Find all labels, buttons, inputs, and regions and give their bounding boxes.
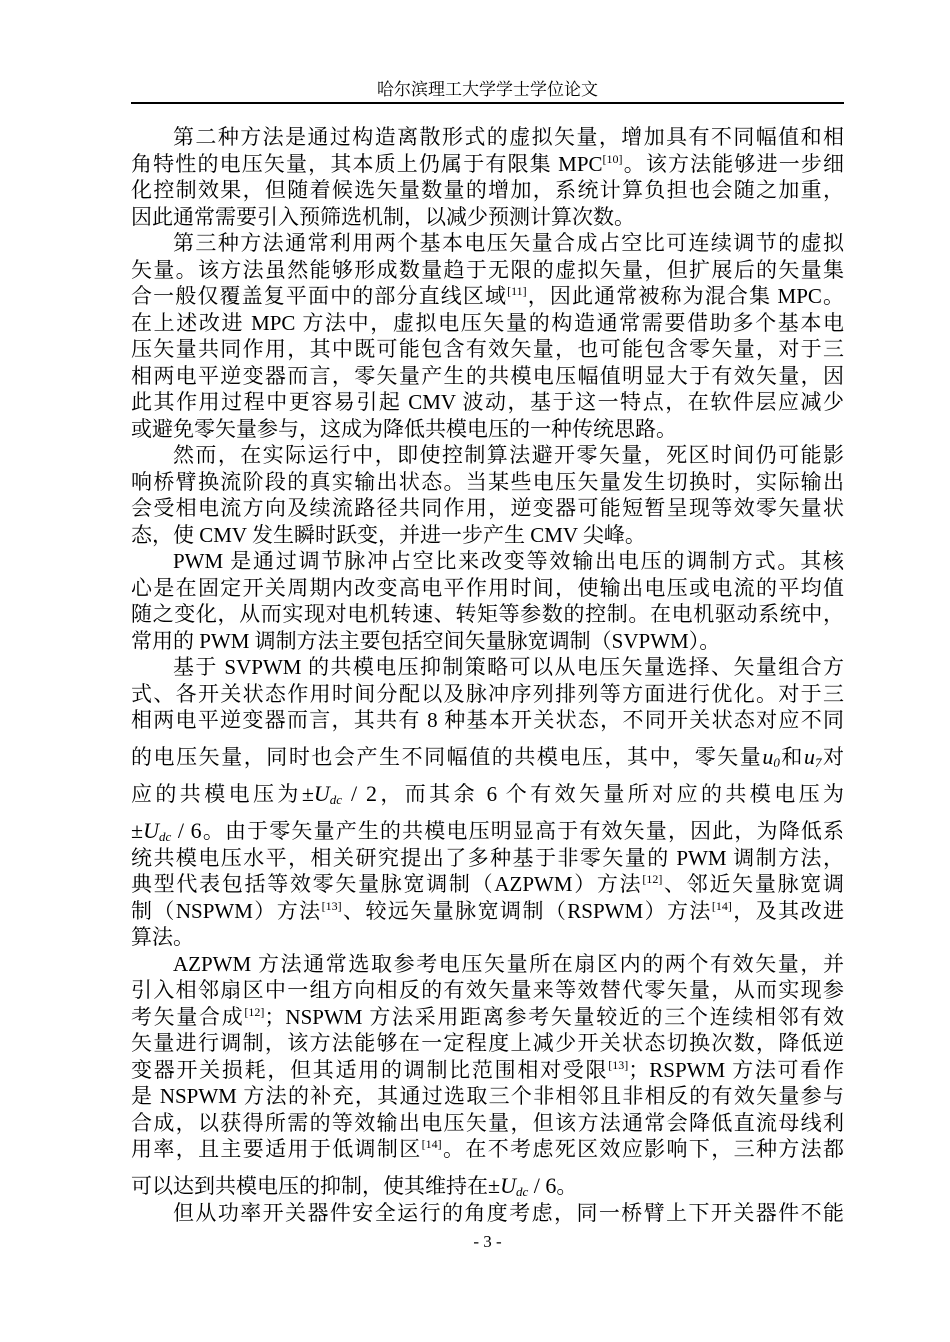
header-rule [131, 102, 844, 104]
text-line: 是 NSPWM 方法的补充，其通过选取三个非相邻且非相反的有效矢量参与 [131, 1084, 844, 1108]
formula-u7: $u_7$ [803, 743, 822, 770]
text-line: 态，使 CMV 发生瞬时跃变，并进一步产生 CMV 尖峰。 [131, 522, 646, 547]
text-line: 会受相电流方向及续流路径共同作用，逆变器可能短暂呈现等效零矢量状 [131, 496, 844, 520]
citation: [14] [711, 898, 732, 913]
citation: [10] [602, 151, 623, 166]
text-line: 制（NSPWM）方法[13]、较远矢量脉宽调制（RSPWM）方法[14]，及其改进 [131, 898, 845, 923]
text-line: 第三种方法通常利用两个基本电压矢量合成占空比可连续调节的虚拟 [173, 231, 844, 255]
citation: [12] [642, 872, 663, 886]
citation: [13] [321, 898, 342, 913]
paragraph-4 [131, 548, 844, 654]
paragraph-6 [131, 951, 844, 1200]
text-line: 或避免零矢量参与，这成为降低共模电压的一种传统思路。 [131, 416, 677, 441]
formula-cmv-active: $\pm U_{dc} / 6$ [131, 817, 202, 844]
text-line: 然而，在实际运行中，即使控制算法避开零矢量，死区时间仍可能影 [173, 443, 844, 467]
text-line: 合一般仅覆盖复平面中的部分直线区域[11]，因此通常被称为混合集 MPC。 [131, 284, 844, 308]
running-header: 哈尔滨理工大学学士学位论文 [377, 80, 598, 99]
text-line: 考矢量合成[12]；NSPWM 方法采用距离参考矢量较近的三个连续相邻有效 [131, 1004, 845, 1029]
text-line: 典型代表包括等效零矢量脉宽调制（AZPWM）方法[12]、邻近矢量脉宽调 [131, 872, 844, 896]
text-line: 引入相邻扇区中一组方向相反的有效矢量来等效替代零矢量，从而实现参 [131, 978, 844, 1002]
paragraph-5 [131, 654, 844, 951]
text-line: 应的共模电压为$\pm U_{dc} / 2$，而其余 6 个有效矢量所对应的共模电压为 [131, 780, 845, 807]
text-line: $\pm U_{dc} / 6$。由于零矢量产生的共模电压明显高于有效矢量，因此，为降低系 [131, 817, 844, 844]
text-line: 用率，且主要适用于低调制区[14]。在不考虑死区效应影响下，三种方法都 [131, 1137, 845, 1161]
text-line: 化控制效果，但随着候选矢量数量的增加，系统计算负担也会随之加重， [131, 178, 844, 202]
text-line: 的电压矢量，同时也会产生不同幅值的共模电压，其中，零矢量$u_0$和$u_7$对 [131, 743, 845, 770]
text-line: 可以达到共模电压的抑制，使其维持在$\pm U_{dc} / 6$。 [131, 1172, 578, 1199]
text-line: 随之变化，从而实现对电机转速、转矩等参数的控制。在电机驱动系统中， [131, 602, 844, 626]
paragraph-7 [131, 1200, 844, 1227]
text-line: 但从功率开关器件安全运行的角度考虑，同一桥臂上下开关器件不能 [173, 1200, 844, 1225]
text-line: 统共模电压水平，相关研究提出了多种基于非零矢量的 PWM 调制方法， [131, 845, 844, 870]
text-line: 变器开关损耗，但其适用的调制比范围相对受限[13]；RSPWM 方法可看作 [131, 1057, 845, 1082]
text-line: 压矢量共同作用，其中既可能包含有效矢量，也可能包含零矢量，对于三 [131, 337, 844, 361]
page-number: - 3 - [473, 1232, 502, 1251]
text-line: 常用的 PWM 调制方法主要包括空间矢量脉宽调制（SVPWM）。 [131, 628, 721, 653]
text-line: 算法。 [131, 925, 194, 949]
text-line: AZPWM 方法通常选取参考电压矢量所在扇区内的两个有效矢量，并 [173, 951, 844, 976]
citation: [11] [507, 284, 527, 298]
text-line: 式、各开关状态作用时间分配以及脉冲序列排列等方面进行优化。对于三 [131, 681, 844, 706]
citation: [13] [608, 1057, 629, 1072]
text-line: 相两电平逆变器而言，其共有 8 种基本开关状态，不同开关状态对应不同 [131, 708, 844, 732]
text-line: 矢量进行调制，该方法能够在一定程度上减少开关状态切换次数，降低逆 [131, 1031, 844, 1055]
citation: [14] [421, 1137, 442, 1151]
paragraph-1 [131, 124, 844, 230]
text-line: 合成，以获得所需的等效输出电压矢量，但该方法通常会降低直流母线利 [131, 1110, 844, 1135]
text-line: 矢量。该方法虽然能够形成数量趋于无限的虚拟矢量，但扩展后的矢量集 [131, 257, 844, 282]
text-line: 心是在固定开关周期内改变高电平作用时间，使输出电压或电流的平均值 [131, 575, 844, 600]
formula-u0: $u_0$ [762, 743, 780, 770]
text-line: 此其作用过程中更容易引起 CMV 波动，基于这一特点，在软件层应减少 [131, 390, 844, 414]
text-line: 相两电平逆变器而言，零矢量产生的共模电压幅值明显大于有效矢量，因 [131, 363, 844, 388]
text-line: PWM 是通过调节脉冲占空比来改变等效输出电压的调制方式。其核 [173, 549, 844, 573]
text-line: 基于 SVPWM 的共模电压抑制策略可以从电压矢量选择、矢量组合方 [173, 655, 844, 679]
formula-cmv-active: $\pm U_{dc} / 6$ [488, 1172, 557, 1199]
body-text [131, 124, 844, 1226]
paragraph-2 [131, 230, 844, 442]
citation: [12] [244, 1004, 265, 1019]
text-line: 角特性的电压矢量，其本质上仍属于有限集 MPC[10]。该方法能够进一步细 [131, 151, 845, 176]
text-line: 在上述改进 MPC 方法中，虚拟电压矢量的构造通常需要借助多个基本电 [131, 310, 844, 335]
formula-cmv-zero: $\pm U_{dc} / 2$ [301, 780, 377, 807]
paragraph-3 [131, 442, 844, 548]
text-line: 第二种方法是通过构造离散形式的虚拟矢量，增加具有不同幅值和相 [173, 125, 844, 149]
text-line: 因此通常需要引入预筛选机制，以减少预测计算次数。 [131, 204, 635, 229]
text-line: 响桥臂换流阶段的真实输出状态。当某些电压矢量发生切换时，实际输出 [131, 469, 844, 494]
